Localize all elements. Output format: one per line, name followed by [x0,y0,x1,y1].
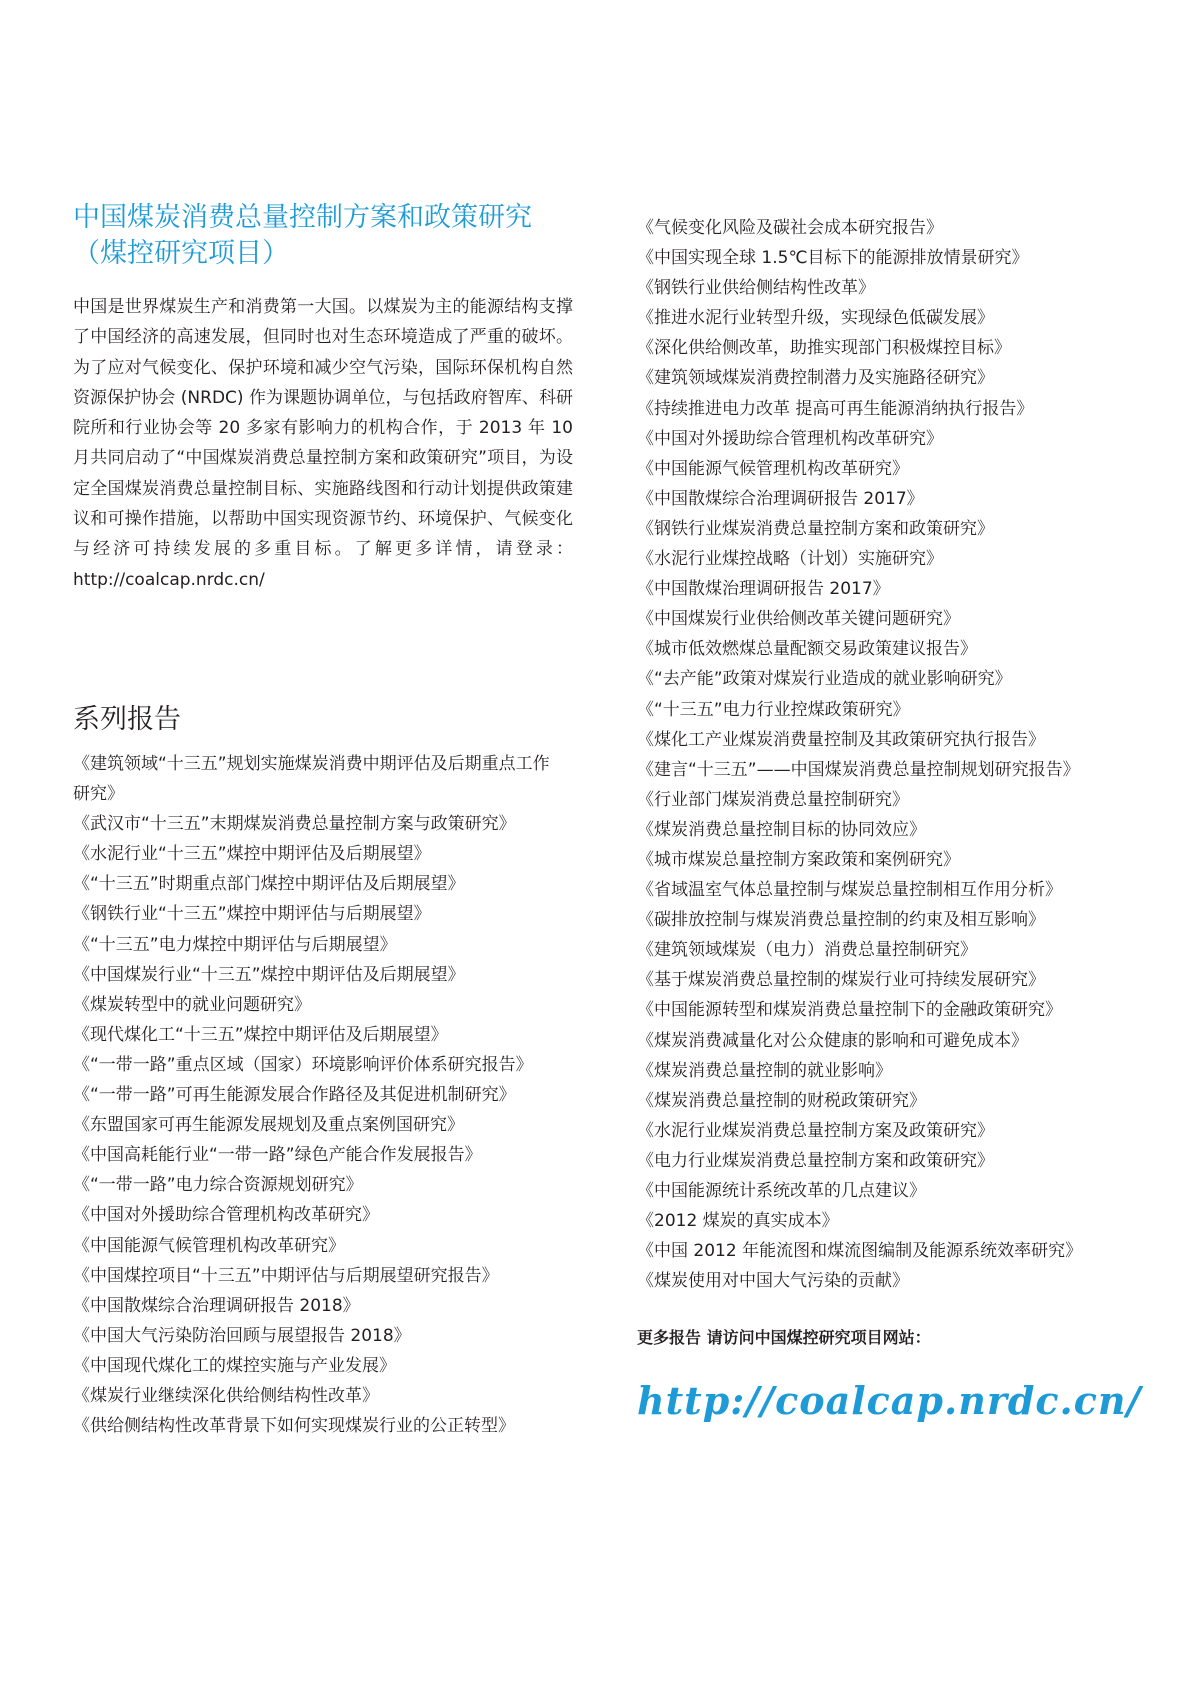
report-item: 《基于煤炭消费总量控制的煤炭行业可持续发展研究》 [637,970,1045,991]
report-list-right [637,213,1157,1296]
report-item: 《水泥行业“十三五”煤控中期评估及后期展望》 [73,844,431,865]
report-item: 《中国高耗能行业“一带一路”绿色产能合作发展报告》 [73,1145,482,1166]
series-heading: 系列报告 [73,704,181,735]
report-item: 《电力行业煤炭消费总量控制方案和政策研究》 [637,1150,994,1171]
report-item: 《中国散煤综合治理调研报告 2017》 [637,488,924,509]
more-reports-label: 更多报告 请访问中国煤控研究项目网站： [637,1328,931,1347]
report-item: 《中国煤炭行业供给侧改革关键问题研究》 [637,609,960,630]
report-item: 《“去产能”政策对煤炭行业造成的就业影响研究》 [637,669,1012,690]
report-item: 《“一带一路”可再生能源发展合作路径及其促进机制研究》 [73,1085,516,1106]
report-list-left [73,749,563,1441]
intro-paragraph: 中国是世界煤炭生产和消费第一大国。以煤炭为主的能源结构支撑了中国经济的高速发展，但同时也对生态环境造成了严重的破坏。为了应对气候变化、保护环境和减少空气污染，国际环保机构自然资源保护协会 (NRDC) 作为课题协调单位，与包括政府智库、科研院所和行业协会等 20 多家有影响力的机构合作，于 2013 年 10 月共同启动了“中国煤炭消费总量控制方案和政策研究”项目，为设定全国煤炭消费总量控制目标、实施路线图和行动计划提供政策建议和可操作措施，以帮助中国实现资源节约、环境保护、气候变化与经济可持续发展的多重目标。了解更多详情，请登录：http://coalcap.nrdc.cn/ [73,297,573,590]
report-item: 《水泥行业煤控战略（计划）实施研究》 [637,549,943,570]
report-item: 《“一带一路”电力综合资源规划研究》 [73,1175,363,1196]
report-item: 《2012 煤炭的真实成本》 [637,1211,839,1232]
report-item: 《建筑领域煤炭消费控制潜力及实施路径研究》 [637,368,994,389]
report-item: 《深化供给侧改革，助推实现部门积极煤控目标》 [637,338,1011,359]
report-item: 《中国散煤治理调研报告 2017》 [637,579,890,600]
report-item: 《钢铁行业“十三五”煤控中期评估与后期展望》 [73,904,431,925]
report-item: 《中国实现全球 1.5℃目标下的能源排放情景研究》 [637,248,1029,269]
report-item: 《武汉市“十三五”末期煤炭消费总量控制方案与政策研究》 [73,814,516,835]
report-item: 《煤炭消费总量控制的财税政策研究》 [637,1090,926,1111]
report-item: 《气候变化风险及碳社会成本研究报告》 [637,218,943,238]
report-item: 《中国现代煤化工的煤控实施与产业发展》 [73,1355,396,1376]
report-item: 《中国 2012 年能流图和煤流图编制及能源系统效率研究》 [637,1241,1083,1262]
title-line-2: （煤控研究项目） [73,238,289,269]
report-item: 《煤炭消费总量控制目标的协同效应》 [637,819,926,840]
report-item: 《中国煤炭行业“十三五”煤控中期评估及后期展望》 [73,964,465,985]
report-item: 《钢铁行业煤炭消费总量控制方案和政策研究》 [637,518,994,539]
report-item: 《煤化工产业煤炭消费量控制及其政策研究执行报告》 [637,729,1045,750]
report-item: 《中国对外援助综合管理机构改革研究》 [73,1205,379,1226]
report-item: 《现代煤化工“十三五”煤控中期评估及后期展望》 [73,1024,448,1045]
report-item: 《推进水泥行业转型升级，实现绿色低碳发展》 [637,308,994,329]
report-item: 《煤炭消费减量化对公众健康的影响和可避免成本》 [637,1030,1028,1051]
report-item: 《东盟国家可再生能源发展规划及重点案例国研究》 [73,1115,464,1136]
report-item: 《中国能源气候管理机构改革研究》 [73,1235,345,1256]
report-item: 《中国能源气候管理机构改革研究》 [637,458,909,479]
report-item: 《煤炭使用对中国大气污染的贡献》 [637,1271,909,1292]
report-item: 《水泥行业煤炭消费总量控制方案及政策研究》 [637,1120,994,1141]
page-title [73,200,573,272]
report-item: 《煤炭行业继续深化供给侧结构性改革》 [73,1385,379,1406]
report-item: 《建言“十三五”——中国煤炭消费总量控制规划研究报告》 [637,759,1080,780]
report-item: 《中国对外援助综合管理机构改革研究》 [637,428,943,449]
report-item: 《中国能源统计系统改革的几点建议》 [637,1181,926,1201]
report-item: 《“十三五”时期重点部门煤控中期评估及后期展望》 [73,874,465,895]
report-item: 《行业部门煤炭消费总量控制研究》 [637,789,909,810]
report-item: 《持续推进电力改革 提高可再生能源消纳执行报告》 [637,398,1034,419]
report-item: 《城市煤炭总量控制方案政策和案例研究》 [637,849,960,870]
report-item: 《“十三五”电力煤控中期评估与后期展望》 [73,934,397,955]
report-item: 《建筑领域“十三五”规划实施煤炭消费中期评估及后期重点工作研究》 [73,754,550,805]
report-item: 《中国散煤综合治理调研报告 2018》 [73,1295,360,1316]
intro-section [73,200,573,595]
report-item: 《中国煤控项目“十三五”中期评估与后期展望研究报告》 [73,1265,499,1286]
report-item: 《碳排放控制与煤炭消费总量控制的约束及相互影响》 [637,910,1045,931]
report-item: 《省域温室气体总量控制与煤炭总量控制相互作用分析》 [637,880,1062,901]
report-item: 《供给侧结构性改革背景下如何实现煤炭行业的公正转型》 [73,1416,515,1437]
report-item: 《中国大气污染防治回顾与展望报告 2018》 [73,1325,411,1346]
report-item: 《中国能源转型和煤炭消费总量控制下的金融政策研究》 [637,1000,1062,1021]
report-item: 《“十三五”电力行业控煤政策研究》 [637,699,910,720]
report-item: 《煤炭转型中的就业问题研究》 [73,994,311,1015]
report-item: 《“一带一路”重点区域（国家）环境影响评价体系研究报告》 [73,1054,533,1075]
report-item: 《建筑领域煤炭（电力）消费总量控制研究》 [637,940,977,961]
report-item: 《钢铁行业供给侧结构性改革》 [637,278,875,299]
website-link[interactable]: http://coalcap.nrdc.cn/ [637,1378,1142,1423]
report-item: 《煤炭消费总量控制的就业影响》 [637,1060,892,1081]
title-line-1: 中国煤炭消费总量控制方案和政策研究 [73,202,532,233]
report-item: 《城市低效燃煤总量配额交易政策建议报告》 [637,639,977,660]
